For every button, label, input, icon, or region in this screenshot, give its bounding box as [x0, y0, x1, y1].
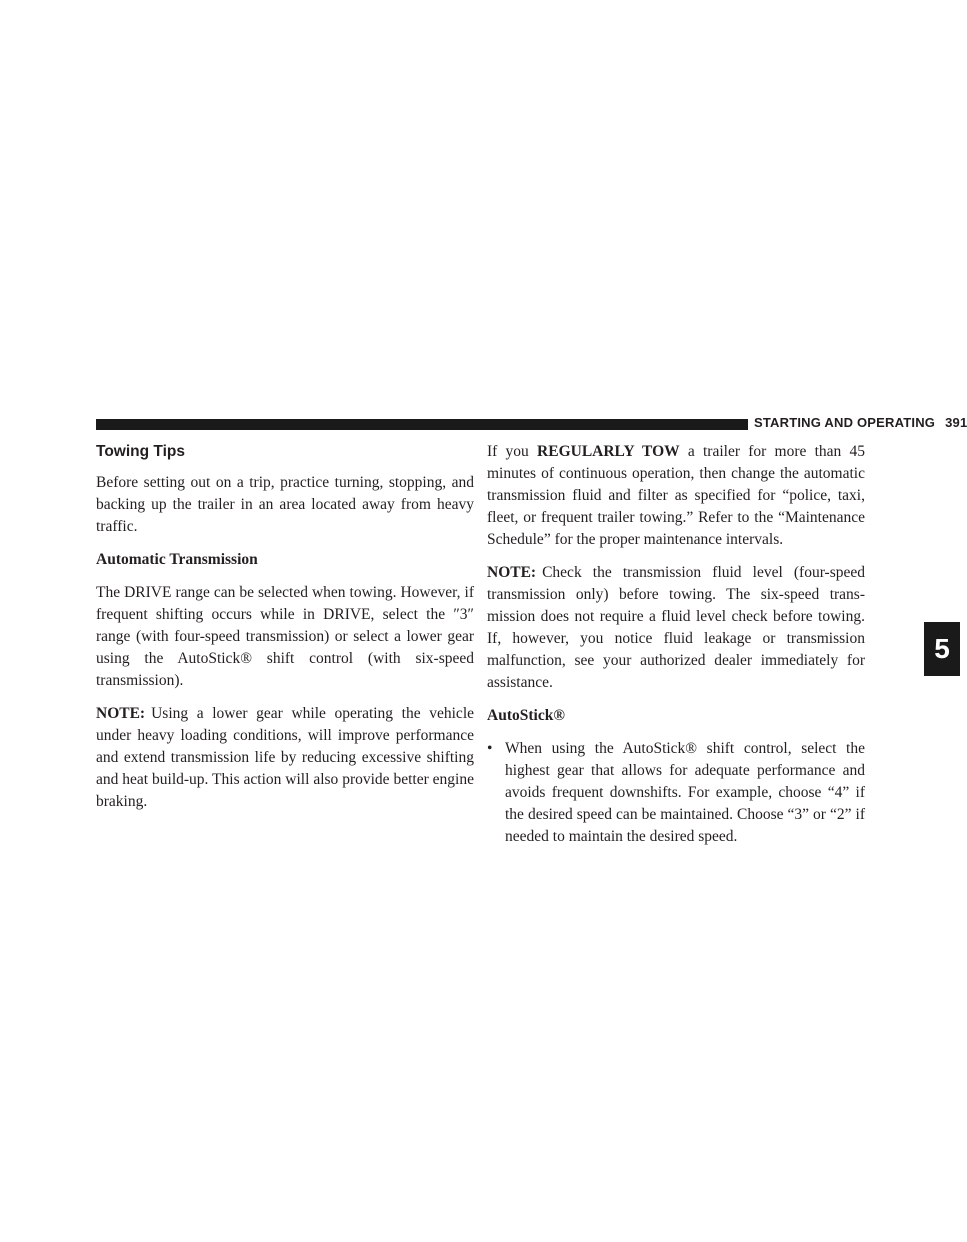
- note-paragraph: [487, 562, 865, 694]
- section-heading: Towing Tips: [96, 443, 185, 460]
- subheading-autostick: AutoStick®: [487, 707, 565, 724]
- list-item: [487, 738, 865, 848]
- running-header: [754, 415, 967, 430]
- emphasis-text: REGULARLY TOW: [537, 443, 680, 460]
- text-span: a trailer for more than 45 minutes of continuous operation, then change the automatic transmission fluid and filter as specified for “police, taxi, fleet, or frequent trailer towing.” Refer to the “Maintenance Schedule” for the proper maintenance intervals.: [487, 443, 866, 548]
- header-rule: [96, 419, 748, 430]
- intro-paragraph: Before setting out on a trip, practice turning, stopping, and backing up the trailer in an area located away from heavy traffic.: [96, 474, 474, 535]
- note-label: NOTE:: [96, 705, 146, 722]
- note-text: Using a lower gear while operating the vehicle under heavy loading conditions, will improve performance and extend transmission life by reducing excessive shifting and heat build-up. This action will also provide better engine braking.: [96, 705, 474, 810]
- note-text: Check the transmission fluid level (four-speed transmission only) before towing. The six-speed transmission does not require a fluid level check before towing. If, however, you notice fluid leakage or transmission malfunction, see your authorized dealer immediately for assistance.: [487, 564, 865, 691]
- note-paragraph: [96, 703, 474, 813]
- note-label: NOTE:: [487, 564, 537, 581]
- bullet-list: [487, 738, 865, 848]
- text-span: If you: [487, 443, 529, 460]
- drive-range-paragraph: The DRIVE range can be selected when towing. However, if frequent shifting occurs while in DRIVE, select the ″3″ range (with four-speed transmission) or select a lower gear using the AutoStick® shift control (with six-speed transmission).: [96, 584, 474, 689]
- list-item-text: When using the AutoStick® shift control, select the highest gear that allows for adequate performance and avoids frequent downshifts. For example, choose “4” if the desired speed can be maintained. Choose “3” or “2” if needed to maintain the desired speed.: [505, 740, 865, 845]
- regularly-tow-paragraph: [487, 441, 865, 551]
- chapter-tab: 5: [924, 622, 960, 676]
- bullet-icon: •: [487, 740, 493, 757]
- subheading-automatic-transmission: Automatic Transmission: [96, 551, 258, 568]
- left-column: [96, 441, 474, 824]
- right-column: [487, 441, 865, 848]
- section-title: STARTING AND OPERATING: [754, 415, 936, 430]
- page-number: 391: [945, 415, 967, 430]
